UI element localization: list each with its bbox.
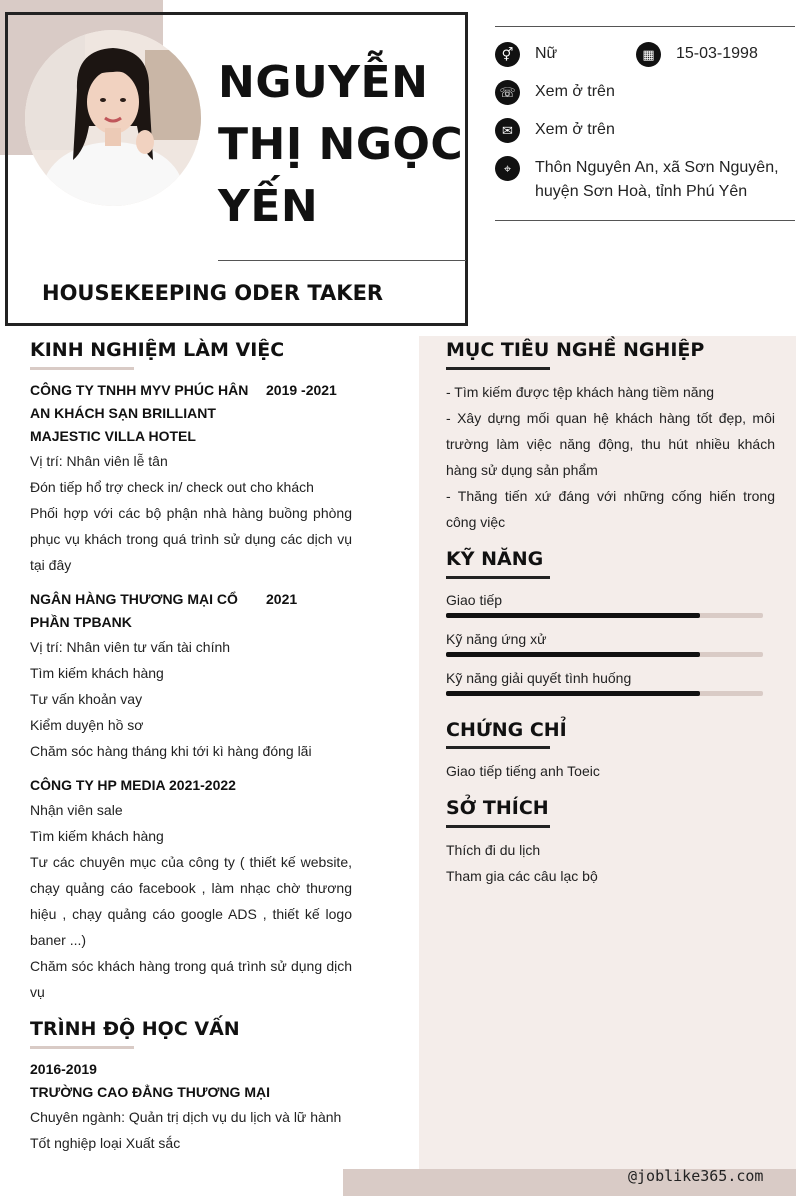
hobby-item-2: Tham gia các câu lạc bộ xyxy=(446,868,598,884)
contact-top-rule xyxy=(495,26,795,27)
objective-paragraph-2: - Xây dựng mối quan hệ khách hàng tốt đẹp, môi trường làm việc năng động, thu hút nhiều khách hàng sử dụng sản phẩm xyxy=(446,410,775,478)
address-value xyxy=(535,156,779,204)
job1-company-line-1: CÔNG TY TNHH MYV PHÚC HÂN xyxy=(30,382,249,398)
skill-bar-1-fill xyxy=(446,613,700,618)
contact-address xyxy=(495,156,779,204)
name-line-1: NGUYỄN xyxy=(218,57,429,108)
skill-label-1: Giao tiếp xyxy=(446,592,503,608)
objective-line-1: - Tìm kiếm được tệp khách hàng tiềm năng xyxy=(446,384,715,400)
avatar xyxy=(25,30,201,206)
job2-detail-3: Tư vấn khoản vay xyxy=(30,691,143,707)
name-divider xyxy=(218,260,466,261)
job3-paragraph: Tư các chuyên mục của công ty ( thiết kế website, chạy quảng cáo facebook , làm nhạc chờ thương hiệu , chạy quảng cáo google ADS , thiết kế logo baner ...) xyxy=(30,854,352,948)
job2-detail-1: Vị trí: Nhân viên tư vấn tài chính xyxy=(30,639,231,655)
education-underline xyxy=(30,1046,134,1049)
job1-detail-1: Vị trí: Nhân viên lễ tân xyxy=(30,453,168,469)
job2-detail-5: Chăm sóc hàng tháng khi tới kì hàng đóng lãi xyxy=(30,743,312,759)
job2-company-line-1: NGÂN HÀNG THƯƠNG MẠI CỔ xyxy=(30,591,238,607)
footer-website: @joblike365.com xyxy=(628,1167,764,1185)
contact-phone xyxy=(495,80,615,105)
contact-birthdate xyxy=(636,42,758,67)
education-title: TRÌNH ĐỘ HỌC VẤN xyxy=(30,1018,240,1040)
gender-icon: ⚥ xyxy=(495,42,520,67)
mail-icon: ✉ xyxy=(495,118,520,143)
candidate-name xyxy=(218,52,468,238)
job3-detail-1: Nhận viên sale xyxy=(30,802,123,818)
skill-label-3: Kỹ năng giải quyết tình huống xyxy=(446,670,632,686)
experience-underline xyxy=(30,367,134,370)
job3-paragraph-2: Chăm sóc khách hàng trong quá trình sử dụng dịch vụ xyxy=(30,958,352,1000)
hobby-item-1: Thích đi du lịch xyxy=(446,842,541,858)
skill-bar-2 xyxy=(446,652,763,657)
contact-bottom-rule xyxy=(495,220,795,221)
gender-value: Nữ xyxy=(535,45,558,62)
avatar-photo xyxy=(25,30,201,206)
certificates-underline xyxy=(446,746,550,749)
skill-bar-3 xyxy=(446,691,763,696)
job1-paragraph: Phối hợp với các bộ phận nhà hàng buồng phòng phục vụ khách trong quá trình sử dụng các dịch vụ tại đây xyxy=(30,505,352,573)
skills-title: KỸ NĂNG xyxy=(446,548,544,570)
job3-period: 2021-2022 xyxy=(169,777,236,793)
email-value: Xem ở trên xyxy=(535,121,615,138)
address-line-1: Thôn Nguyên An, xã Sơn Nguyên, xyxy=(535,159,779,176)
birthdate-value: 15-03-1998 xyxy=(676,45,758,62)
experience-title: KINH NGHIỆM LÀM VIỆC xyxy=(30,339,285,361)
hobbies-underline xyxy=(446,825,550,828)
skill-label-2: Kỹ năng ứng xử xyxy=(446,631,547,647)
job2-period: 2021 xyxy=(266,591,298,607)
skill-bar-1 xyxy=(446,613,763,618)
education-result: Tốt nghiệp loại Xuất sắc xyxy=(30,1135,181,1151)
job2-detail-2: Tìm kiếm khách hàng xyxy=(30,665,164,681)
job1-detail-2: Đón tiếp hổ trợ check in/ check out cho khách xyxy=(30,479,314,495)
job2-detail-4: Kiểm duyện hồ sơ xyxy=(30,717,144,733)
certificate-item-1: Giao tiếp tiếng anh Toeic xyxy=(446,763,600,779)
name-line-2: THỊ NGỌC xyxy=(218,119,464,170)
phone-value: Xem ở trên xyxy=(535,83,615,100)
job2-company-line-2: PHẦN TPBANK xyxy=(30,614,132,630)
skill-bar-3-fill xyxy=(446,691,700,696)
job-title: HOUSEKEEPING ODER TAKER xyxy=(42,281,384,305)
skills-underline xyxy=(446,576,550,579)
address-line-2: huyện Sơn Hoà, tỉnh Phú Yên xyxy=(535,183,748,200)
phone-icon: ☏ xyxy=(495,80,520,105)
job1-company-line-2: AN KHÁCH SẠN BRILLIANT xyxy=(30,405,216,421)
contact-email xyxy=(495,118,615,143)
contact-gender xyxy=(495,42,557,67)
certificates-title: CHỨNG CHỈ xyxy=(446,719,567,741)
hobbies-title: SỞ THÍCH xyxy=(446,797,549,819)
objective-title: MỤC TIÊU NGHỀ NGHIỆP xyxy=(446,339,705,361)
location-pin-icon: ⌖ xyxy=(495,156,520,181)
objective-underline xyxy=(446,367,550,370)
job3-company-line-1: CÔNG TY HP MEDIA xyxy=(30,777,166,793)
education-major: Chuyên ngành: Quản trị dịch vụ du lịch và lữ hành xyxy=(30,1109,342,1125)
job1-period: 2019 -2021 xyxy=(266,382,337,398)
calendar-icon: ▦ xyxy=(636,42,661,67)
education-school: TRƯỜNG CAO ĐẲNG THƯƠNG MẠI xyxy=(30,1084,270,1100)
name-line-3: YẾN xyxy=(218,181,319,232)
job3-detail-2: Tìm kiếm khách hàng xyxy=(30,828,164,844)
skill-bar-2-fill xyxy=(446,652,700,657)
education-period: 2016-2019 xyxy=(30,1061,97,1077)
job1-company-line-3: MAJESTIC VILLA HOTEL xyxy=(30,428,196,444)
objective-paragraph-3: - Thăng tiến xứ đáng với những cống hiến trong công việc xyxy=(446,488,775,530)
